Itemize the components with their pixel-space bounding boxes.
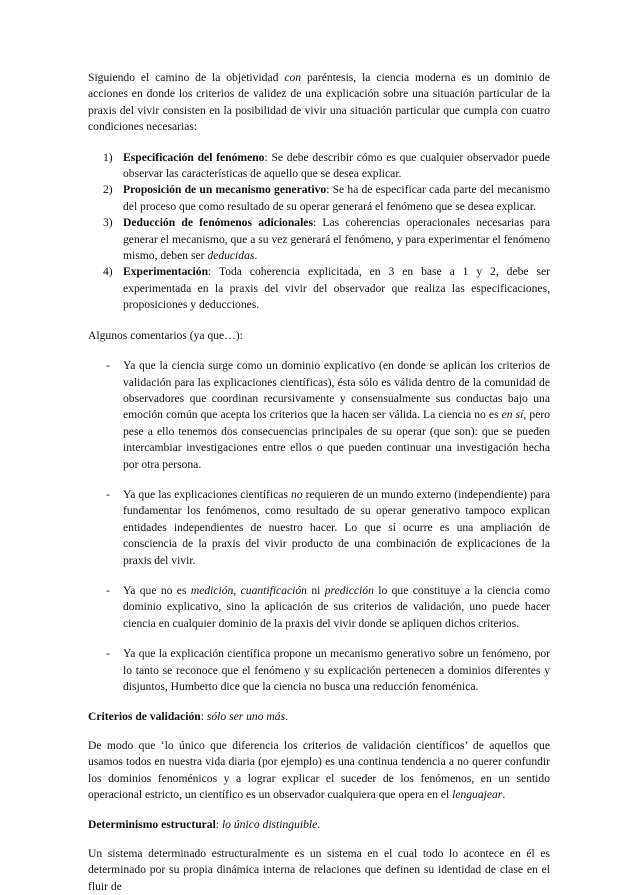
condition-item-4 <box>88 264 550 313</box>
condition-number: 1) <box>103 150 113 164</box>
comment-emphasis: cuantificación <box>240 583 307 597</box>
condition-text: : Las coherencias operacionales necesarias para generar el mecanismo, que a su vez generará el fenómeno, y para experimentar el fenómeno mismo, deben ser <box>123 216 551 263</box>
bullet-dash: - <box>106 359 110 373</box>
paragraph-text: De modo que ‘lo único que diferencia los criterios de validación científicos’ de aquellos que usamos todos en nuestra vida diaria (por ejemplo) es una continua tendencia a no querer confundir los dominios fenoménicos y a lograr explicar el suceder de los fenómenos, en un sentido operacional estricto, un científico es un observador cualquiera que opera en el <box>88 738 550 802</box>
comment-emphasis: no <box>291 487 303 501</box>
condition-number: 4) <box>103 265 113 279</box>
condition-title: Experimentación <box>123 265 209 279</box>
section-subtitle: lo único distinguible <box>221 818 318 832</box>
condition-item-3 <box>88 215 550 264</box>
condition-title: Proposición de un mecanismo generativo <box>123 183 327 197</box>
comment-separator: , <box>233 583 241 597</box>
comment-text: Ya que la explicación científica propone un mecanismo generativo sobre un fenómeno, por lo tanto se reconoce que el fenómeno y su explicación pertenecen a dominios diferentes y disjuntos, Humberto dice que la ciencia no busca una reducción fenoménica. <box>123 647 550 693</box>
comment-text: Ya que la ciencia surge como un dominio explicativo (en donde se aplican los criterios de validación para las explicaciones científicas), ésta sólo es válida dentro de la comunidad de observadores que coordinan recursivamente y consensualmente sus conductas bajo una emoción común que acepta los criterios que la hacen ser válida. La ciencia no es <box>123 359 550 422</box>
comment-text-rest: , pero pese a ello tenemos dos consecuencias principales de su operar (que son): que se pueden intercambiar investigaciones entre ellos o que pueden continuar una investigación hecha por otra persona. <box>123 408 550 471</box>
condition-text: : Se debe describir cómo es que cualquier observador puede observar las características de aquello que se desea explicar. <box>123 150 550 181</box>
comment-emphasis: predicción <box>324 583 374 597</box>
condition-title: Especificación del fenómeno <box>123 150 265 164</box>
condition-end: . <box>254 249 258 263</box>
comment-item-1 <box>88 358 550 473</box>
section-title: Criterios de validación <box>88 710 201 724</box>
heading-dot: . <box>285 710 289 724</box>
heading-colon: : <box>215 818 222 832</box>
section-title: Determinismo estructural <box>88 818 216 832</box>
heading-dot: . <box>317 818 321 832</box>
intro-text-rest: paréntesis, la ciencia moderna es un dominio de acciones en donde los criterios de validez de una explicación sobre una situación particular de la praxis del vivir consisten en la posibilidad de vivir una situación particular que cumpla con cuatro condiciones necesarias: <box>88 71 551 134</box>
condition-text: : Toda coherencia explicitada, en 3 en base a 1 y 2, debe ser experimentada en la praxis del vivir del observador que realiza las especificaciones, proposiciones y deducciones. <box>123 265 550 312</box>
comment-text-rest: lo que constituye a la ciencia como dominio explicativo, sino la aplicación de sus criterios de validación, uno puede hacer ciencia en cualquier dominio de la praxis del vivir donde se apliquen dichos criterios. <box>123 583 550 630</box>
comment-separator: ni <box>306 583 325 597</box>
comment-item-3 <box>88 583 550 632</box>
condition-text: : Se ha de especificar cada parte del mecanismo del proceso que como resultado de su operar generará el fenómeno que se desea explicar. <box>123 183 550 213</box>
condition-item-1 <box>88 150 550 183</box>
section-subtitle: sólo ser uno más <box>206 710 286 724</box>
condition-number: 3) <box>103 216 113 230</box>
comment-text: Ya que no es <box>123 583 191 597</box>
condition-number: 2) <box>103 183 113 197</box>
comments-intro: Algunos comentarios (ya que…): <box>88 328 243 342</box>
conditions-list <box>88 150 550 314</box>
bullet-dash: - <box>106 487 110 501</box>
section-paragraph-criterios <box>88 738 550 804</box>
comment-emphasis: en sí <box>501 408 524 422</box>
intro-paragraph <box>88 70 550 136</box>
paragraph-emphasis: lenguajear <box>452 788 503 802</box>
comment-text-rest: requieren de un mundo externo (independiente) para fundamentar los fenómenos, como resultado de su operar generativo tampoco explican entidades independientes de nuestro hacer. Lo que sí ocurre es una ampliación de consciencia de la praxis del vivir producto de una combinación de explicaciones de la praxis del vivir. <box>123 487 551 567</box>
condition-item-2 <box>88 182 550 215</box>
comment-item-2 <box>88 487 550 569</box>
section-paragraph-determinismo: Un sistema determinado estructuralmente es un sistema en el cual todo lo acontece en él es determinado por su propia dinámica interna de relaciones que definen su identidad de clase en el fluir de <box>88 846 550 893</box>
comment-emphasis: medición <box>190 583 234 597</box>
comment-item-4 <box>88 646 550 695</box>
comments-list <box>88 358 550 695</box>
paragraph-end: . <box>502 788 506 802</box>
condition-title: Deducción de fenómenos adicionales <box>123 216 313 230</box>
intro-emphasis: con <box>284 71 302 84</box>
comment-text: Ya que las explicaciones científicas <box>123 487 292 501</box>
condition-emphasis: deducidas <box>207 249 255 263</box>
document-page <box>88 70 550 895</box>
bullet-dash: - <box>106 647 110 661</box>
bullet-dash: - <box>106 583 110 597</box>
heading-colon: : <box>200 710 207 724</box>
intro-text: Siguiendo el camino de la objetividad <box>88 71 285 84</box>
section-heading-criterios <box>88 709 550 725</box>
